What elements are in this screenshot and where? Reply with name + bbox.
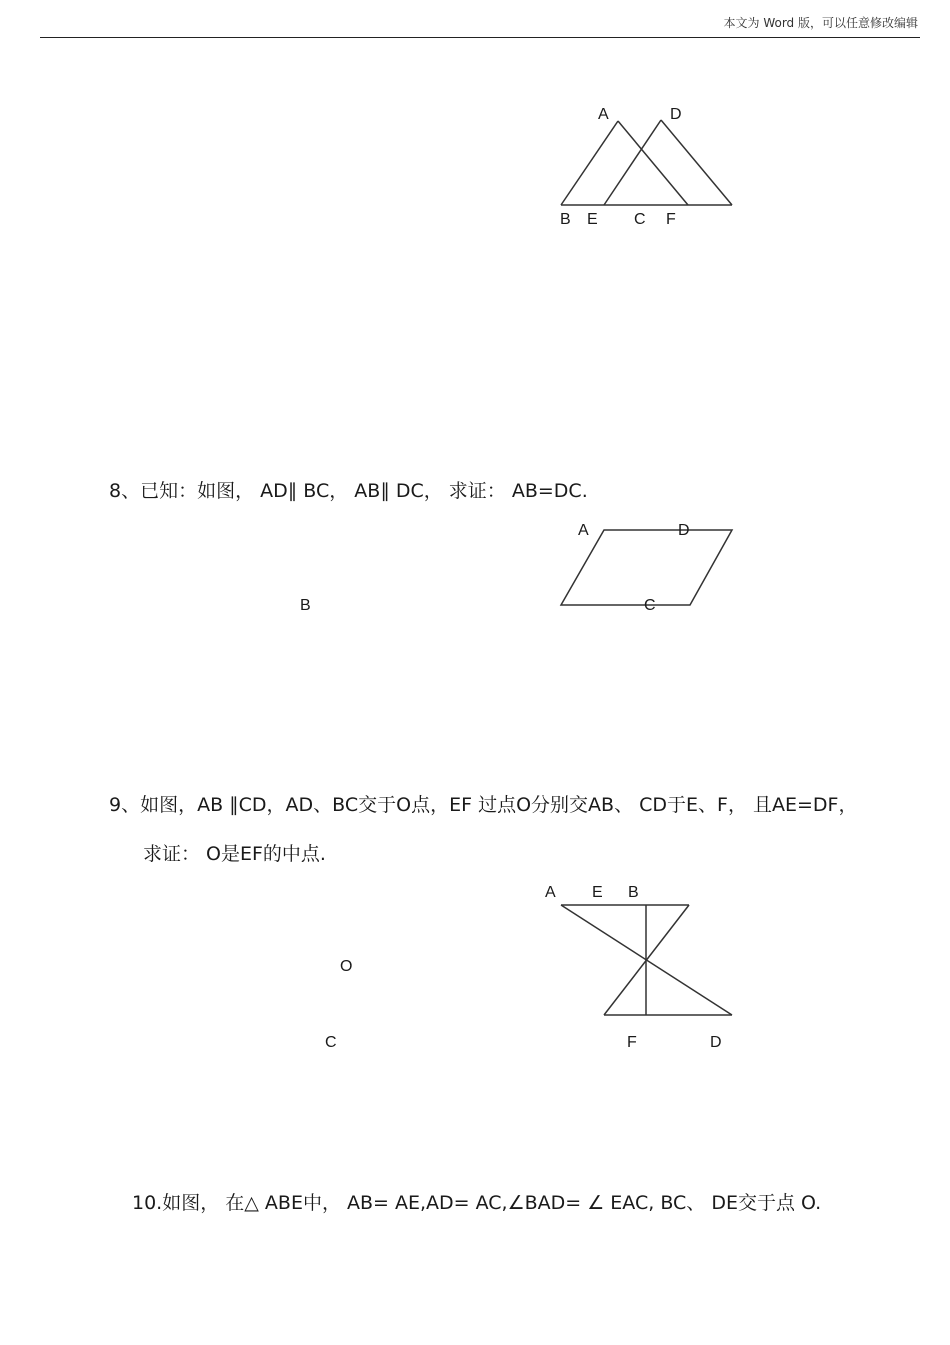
question-8: 8、已知：如图， AD∥ BC， AB∥ DC， 求证： AB=DC. <box>109 480 588 502</box>
label-E-fig7: E <box>587 211 598 228</box>
label-C-fig7: C <box>634 211 646 228</box>
label-B-q9: B <box>628 884 639 901</box>
label-B-q8: B <box>300 597 311 614</box>
label-D-q9: D <box>710 1034 722 1051</box>
label-F-q9: F <box>627 1034 637 1051</box>
label-D-q8: D <box>678 522 690 539</box>
label-F-fig7: F <box>666 211 676 228</box>
label-A-q9: A <box>545 884 556 901</box>
label-A-fig7: A <box>598 106 609 123</box>
label-C-q9: C <box>325 1034 337 1051</box>
label-D-fig7: D <box>670 106 682 123</box>
label-E-q9: E <box>592 884 603 901</box>
question-10: 10.如图， 在△ ABE中， AB= AE,AD= AC,∠BAD= ∠ EAC, BC、 DE交于点 O. <box>132 1192 822 1214</box>
label-C-q8: C <box>644 597 656 614</box>
question-9-line1: 9、如图，AB ∥CD，AD、BC交于O点，EF 过点O分别交AB、 CD于E、F， 且AE=DF， <box>109 794 858 816</box>
label-A-q8: A <box>578 522 589 539</box>
label-B-fig7: B <box>560 211 571 228</box>
label-O-q9: O <box>340 958 353 975</box>
question-9-line2: 求证： O是EF的中点. <box>143 843 326 865</box>
header-note: 本文为 Word 版，可以任意修改编辑 <box>723 16 918 30</box>
